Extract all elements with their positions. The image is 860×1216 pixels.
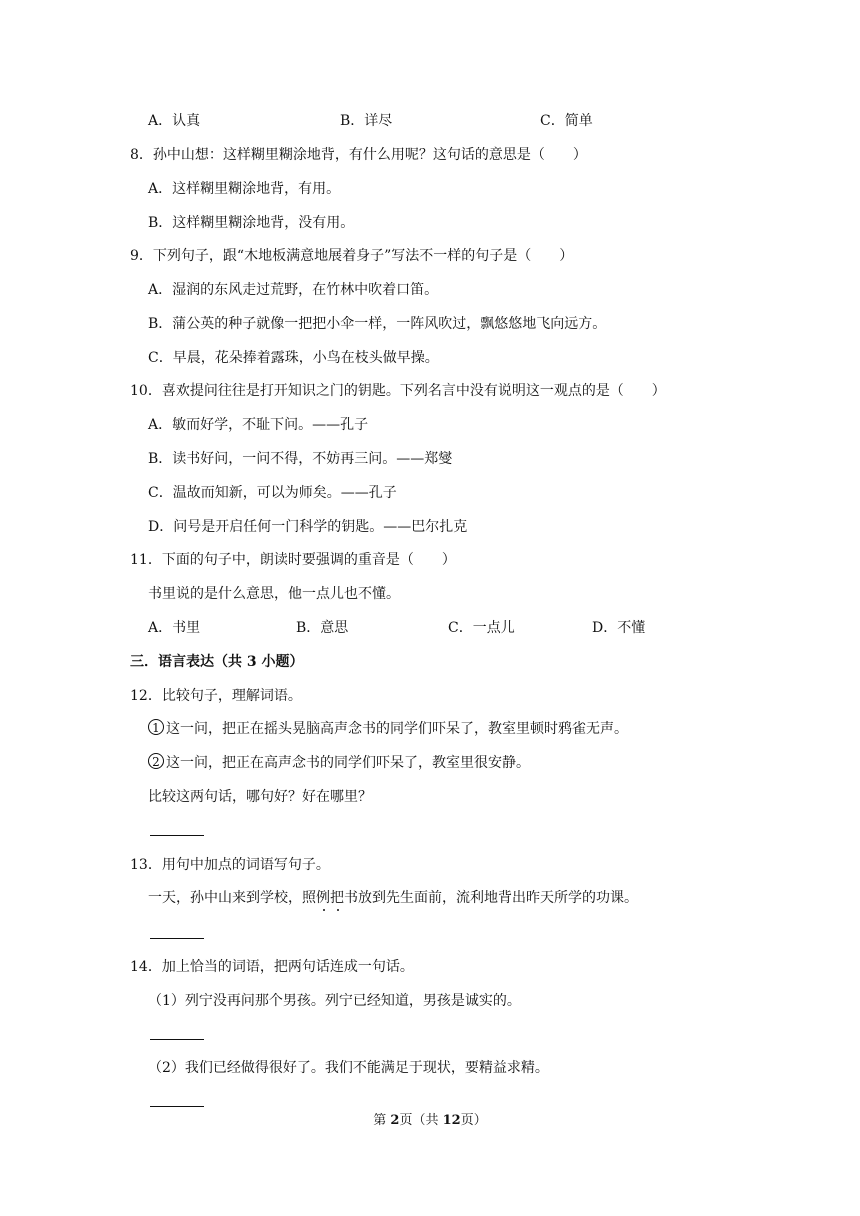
- q12-question: 比较这两句话，哪句好？好在哪里？: [148, 789, 372, 805]
- q14-part-1: （1）列宁没再问那个男孩。列宁已经知道，男孩是诚实的。: [148, 993, 521, 1009]
- q14-stem: 14．加上恰当的词语，把两句话连成一句话。: [130, 959, 414, 975]
- q12-sentence-1-text: 这一问，把正在摇头晃脑高声念书的同学们吓呆了，教室里顿时鸦雀无声。: [166, 721, 628, 737]
- q10-option-c: C．温故而知新，可以为师矣。——孔子: [148, 485, 397, 501]
- q12-sentence-2: [148, 753, 530, 773]
- page-footer: [0, 1112, 860, 1130]
- q14-part-2: （2）我们已经做得很好了。我们不能满足于现状，要精益求精。: [148, 1060, 549, 1076]
- footer-total-pages: 12: [442, 1113, 461, 1128]
- q12-stem: 12．比较句子，理解词语。: [130, 688, 302, 704]
- q10-option-d: D．问号是开启任何一门科学的钥匙。——巴尔扎克: [148, 519, 468, 535]
- q13-sentence: 一天，孙中山来到学校，照例把书放到先生面前，流利地背出昨天所学的功课。: [148, 890, 638, 906]
- q13-stem: 13．用句中加点的词语写句子。: [130, 857, 330, 873]
- q7-option-a: A．认真: [148, 113, 201, 129]
- q12-sentence-1: [148, 719, 628, 739]
- q12-sentence-2-text: 这一问，把正在高声念书的同学们吓呆了，教室里很安静。: [166, 755, 530, 771]
- footer-page-number: 2: [390, 1113, 400, 1128]
- q7-option-b: B．详尽: [340, 113, 393, 129]
- q14-part-1-blank: [150, 1039, 204, 1040]
- q10-option-b: B．读书好问，一问不得，不妨再三问。——郑燮: [148, 451, 453, 467]
- emphasis-dot: [337, 909, 339, 911]
- footer-middle: 页（共: [399, 1113, 443, 1128]
- q13-answer-blank: [150, 938, 204, 939]
- section-3-heading: 三．语言表达（共 3 小题）: [130, 654, 304, 670]
- q14-part-2-blank: [150, 1106, 204, 1107]
- footer-suffix: 页）: [460, 1113, 487, 1128]
- q11-option-b: B．意思: [296, 620, 349, 636]
- q9-option-a: A．湿润的东风走过荒野，在竹林中吹着口笛。: [148, 282, 439, 298]
- q10-option-a: A．敏而好学，不耻下问。——孔子: [148, 417, 369, 433]
- q12-answer-blank: [150, 835, 204, 836]
- footer-prefix: 第: [373, 1113, 391, 1128]
- q11-option-c: C．一点儿: [448, 620, 515, 636]
- circled-number-2: 2: [148, 753, 164, 769]
- q11-option-a: A．书里: [148, 620, 201, 636]
- q9-option-c: C．早晨，花朵捧着露珠，小鸟在枝头做早操。: [148, 350, 439, 366]
- q9-stem: 9．下列句子，跟“木地板满意地展着身子”写法不一样的句子是（ ）: [130, 248, 574, 264]
- q8-option-a: A．这样糊里糊涂地背，有用。: [148, 181, 341, 197]
- q7-option-c: C．简单: [540, 113, 593, 129]
- emphasis-dot: [323, 909, 325, 911]
- q11-sentence: 书里说的是什么意思，他一点儿也不懂。: [148, 586, 400, 602]
- q8-stem: 8．孙中山想：这样糊里糊涂地背，有什么用呢？这句话的意思是（ ）: [130, 147, 587, 163]
- q10-stem: 10．喜欢提问往往是打开知识之门的钥匙。下列名言中没有说明这一观点的是（ ）: [130, 383, 666, 399]
- q11-stem: 11．下面的句子中，朗读时要强调的重音是（ ）: [130, 552, 456, 568]
- circled-number-1: 1: [148, 719, 164, 735]
- q11-option-d: D．不懂: [592, 620, 646, 636]
- q8-option-b: B．这样糊里糊涂地背，没有用。: [148, 215, 355, 231]
- q9-option-b: B．蒲公英的种子就像一把把小伞一样，一阵风吹过，飘悠悠地飞向远方。: [148, 316, 607, 332]
